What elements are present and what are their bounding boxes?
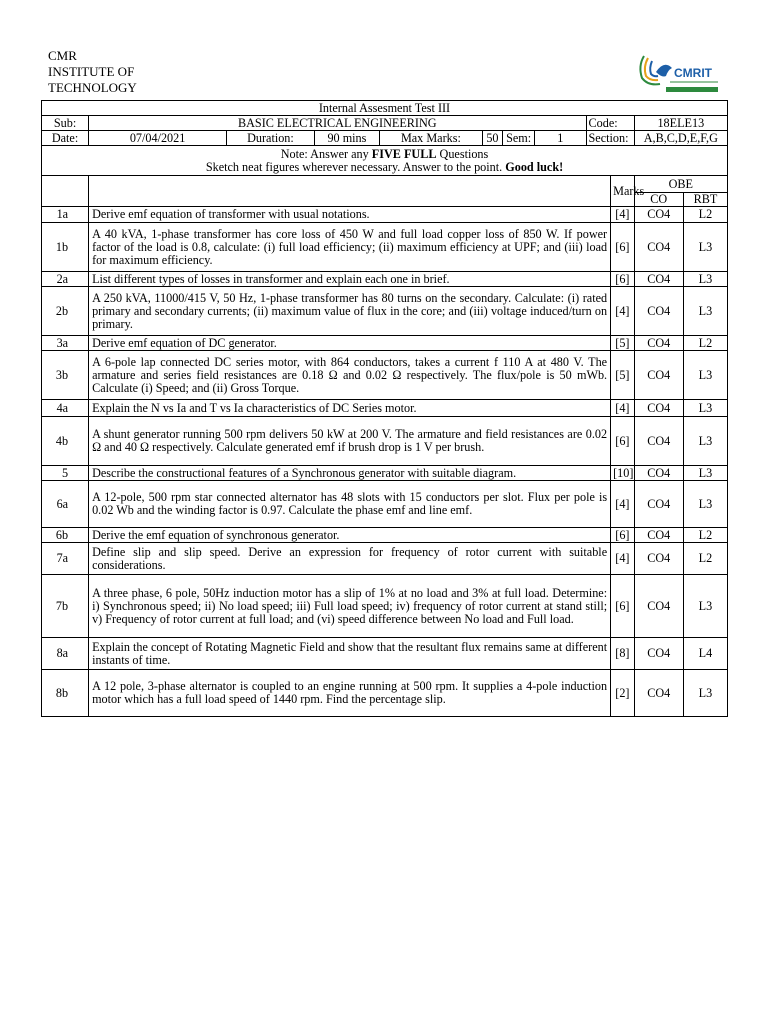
institute-line: INSTITUTE OF: [48, 64, 135, 79]
note-emphasis: FIVE FULL: [371, 146, 437, 161]
sem-label: Sem:: [503, 131, 535, 146]
question-text: Derive emf equation of transformer with usual notations.: [89, 207, 611, 223]
question-marks: [6]: [611, 575, 635, 638]
section-label: Section:: [586, 131, 634, 146]
max-marks-label: Max Marks:: [380, 131, 483, 146]
question-marks: [4]: [611, 481, 635, 528]
question-number: 7a: [42, 543, 89, 575]
header-blank: [89, 176, 611, 193]
question-rbt: L2: [683, 207, 727, 223]
question-text: Explain the concept of Rotating Magnetic Field and show that the resultant flux remains same at different instants of time.: [89, 638, 611, 670]
question-rbt: L3: [683, 287, 727, 336]
question-text: A 12 pole, 3-phase alternator is coupled to an engine running at 500 rpm. It supplies a 4-pole induction motor which has a full load speed of 1440 rpm. Find the percentage slip.: [89, 670, 611, 717]
header-blank: [42, 176, 89, 193]
marks-column-header: Marks: [611, 176, 635, 207]
subject-name: BASIC ELECTRICAL ENGINEERING: [89, 116, 586, 131]
co-column-header: CO: [634, 193, 683, 207]
date-label: Date:: [42, 131, 89, 146]
question-text: Describe the constructional features of a Synchronous generator with suitable diagram.: [89, 466, 611, 481]
question-co: CO4: [634, 400, 683, 417]
question-rbt: L4: [683, 638, 727, 670]
section-value: A,B,C,D,E,F,G: [634, 131, 727, 146]
question-row: [42, 336, 728, 351]
question-row: [42, 528, 728, 543]
question-row: [42, 272, 728, 287]
svg-text:CMRIT: CMRIT: [674, 66, 712, 80]
question-number: 8a: [42, 638, 89, 670]
test-title: Internal Assesment Test III: [42, 101, 728, 116]
question-marks: [6]: [611, 272, 635, 287]
question-marks: [4]: [611, 400, 635, 417]
question-marks: [4]: [611, 543, 635, 575]
question-row: [42, 670, 728, 717]
max-marks-value: 50: [482, 131, 502, 146]
question-text: A 12-pole, 500 rpm star connected alternator has 48 slots with 15 conductors per slot. Flux per pole is 0.02 Wb and the winding factor is 0.97. Calculate the phase emf and line emf.: [89, 481, 611, 528]
question-number: 6a: [42, 481, 89, 528]
question-rbt: L3: [683, 481, 727, 528]
question-number: 2a: [42, 272, 89, 287]
code-label: Code:: [586, 116, 634, 131]
question-rbt: L3: [683, 417, 727, 466]
question-co: CO4: [634, 528, 683, 543]
question-co: CO4: [634, 481, 683, 528]
note-text: Questions: [436, 146, 489, 161]
question-row: [42, 287, 728, 336]
swan-emblem-icon: [640, 56, 672, 84]
question-co: CO4: [634, 543, 683, 575]
question-row: [42, 417, 728, 466]
question-text: Define slip and slip speed. Derive an expression for frequency of rotor current with suitable considerations.: [89, 543, 611, 575]
question-text: Explain the N vs Ia and T vs Ia characteristics of DC Series motor.: [89, 400, 611, 417]
question-rbt: L3: [683, 400, 727, 417]
good-luck-text: Good luck!: [505, 159, 564, 174]
question-marks: [4]: [611, 207, 635, 223]
test-date: 07/04/2021: [89, 131, 227, 146]
question-row: [42, 351, 728, 400]
question-co: CO4: [634, 223, 683, 272]
question-number: 4b: [42, 417, 89, 466]
question-text: A 6-pole lap connected DC series motor, with 864 conductors, takes a current f 110 A at 480 V. The armature and series field resistances are 0.18 Ω and 0.02 Ω respectively. The flux/pole is 50 mWb. Calculate (i) Speed; and (ii) Gross Torque.: [89, 351, 611, 400]
question-rbt: L3: [683, 670, 727, 717]
question-co: CO4: [634, 466, 683, 481]
question-number: 2b: [42, 287, 89, 336]
sub-label: Sub:: [42, 116, 89, 131]
question-marks: [10]: [611, 466, 635, 481]
institute-line: CMR: [48, 48, 77, 63]
question-text: A 40 kVA, 1-phase transformer has core loss of 450 W and full load copper loss of 850 W. If power factor of the load is 0.8, calculate: (i) full load efficiency; (ii) maximum efficiency at UPF; and (iii) load for maximum efficiency.: [89, 223, 611, 272]
question-marks: [4]: [611, 287, 635, 336]
question-number: 4a: [42, 400, 89, 417]
question-marks: [6]: [611, 223, 635, 272]
question-rbt: L2: [683, 336, 727, 351]
question-rbt: L2: [683, 543, 727, 575]
header-blank: [89, 193, 611, 207]
question-paper-table: [41, 100, 728, 717]
question-rbt: L3: [683, 223, 727, 272]
question-number: 3b: [42, 351, 89, 400]
duration-label: Duration:: [227, 131, 315, 146]
question-rbt: L3: [683, 575, 727, 638]
question-row: [42, 400, 728, 417]
question-row: [42, 466, 728, 481]
question-text: A shunt generator running 500 rpm delivers 50 kW at 200 V. The armature and field resistances are 0.02 Ω and 40 Ω respectively. Calculate generated emf if brush drop is 1 V per brush.: [89, 417, 611, 466]
question-co: CO4: [634, 575, 683, 638]
note-text: Note: Answer any: [280, 146, 372, 161]
question-marks: [5]: [611, 336, 635, 351]
question-row: [42, 207, 728, 223]
institute-line: TECHNOLOGY: [48, 80, 137, 95]
question-co: CO4: [634, 670, 683, 717]
instructions: [42, 146, 728, 176]
question-rbt: L3: [683, 272, 727, 287]
question-number: 3a: [42, 336, 89, 351]
question-marks: [6]: [611, 417, 635, 466]
obe-column-header: OBE: [634, 176, 727, 193]
question-marks: [5]: [611, 351, 635, 400]
questions-body: [42, 207, 728, 717]
question-row: [42, 543, 728, 575]
question-co: CO4: [634, 351, 683, 400]
question-number: 6b: [42, 528, 89, 543]
cmrit-logo: [636, 50, 720, 98]
question-row: [42, 223, 728, 272]
question-text: Derive emf equation of DC generator.: [89, 336, 611, 351]
sem-value: 1: [535, 131, 586, 146]
sketch-text: Sketch neat figures wherever necessary. Answer to the point.: [205, 159, 506, 174]
question-number: 7b: [42, 575, 89, 638]
question-marks: [6]: [611, 528, 635, 543]
institute-name: [48, 48, 137, 96]
question-rbt: L2: [683, 528, 727, 543]
question-co: CO4: [634, 417, 683, 466]
question-co: CO4: [634, 638, 683, 670]
question-number: 8b: [42, 670, 89, 717]
question-co: CO4: [634, 272, 683, 287]
question-co: CO4: [634, 336, 683, 351]
question-row: [42, 481, 728, 528]
question-rbt: L3: [683, 466, 727, 481]
subject-code: 18ELE13: [634, 116, 727, 131]
question-number: 1b: [42, 223, 89, 272]
question-text: A 250 kVA, 11000/415 V, 50 Hz, 1-phase transformer has 80 turns on the secondary. Calculate: (i) rated primary and secondary currents; (ii) maximum value of flux in the core; and (iii) voltage induced/turn on primary.: [89, 287, 611, 336]
question-text: A three phase, 6 pole, 50Hz induction motor has a slip of 1% at no load and 3% at full load. Determine: i) Synchronous speed; ii) No load speed; iii) Full load speed; iv) frequency of rotor current at stand still; v) Frequency of rotor current at full load; and (vi) speed difference between No load and Full load.: [89, 575, 611, 638]
question-row: [42, 575, 728, 638]
question-marks: [2]: [611, 670, 635, 717]
question-marks: [8]: [611, 638, 635, 670]
rbt-column-header: RBT: [683, 193, 727, 207]
header-blank: [42, 193, 89, 207]
question-co: CO4: [634, 207, 683, 223]
question-row: [42, 638, 728, 670]
question-number: 5: [42, 466, 89, 481]
question-text: List different types of losses in transformer and explain each one in brief.: [89, 272, 611, 287]
duration-value: 90 mins: [314, 131, 379, 146]
question-number: 1a: [42, 207, 89, 223]
sketch-line: [44, 161, 725, 174]
question-co: CO4: [634, 287, 683, 336]
question-rbt: L3: [683, 351, 727, 400]
question-text: Derive the emf equation of synchronous generator.: [89, 528, 611, 543]
